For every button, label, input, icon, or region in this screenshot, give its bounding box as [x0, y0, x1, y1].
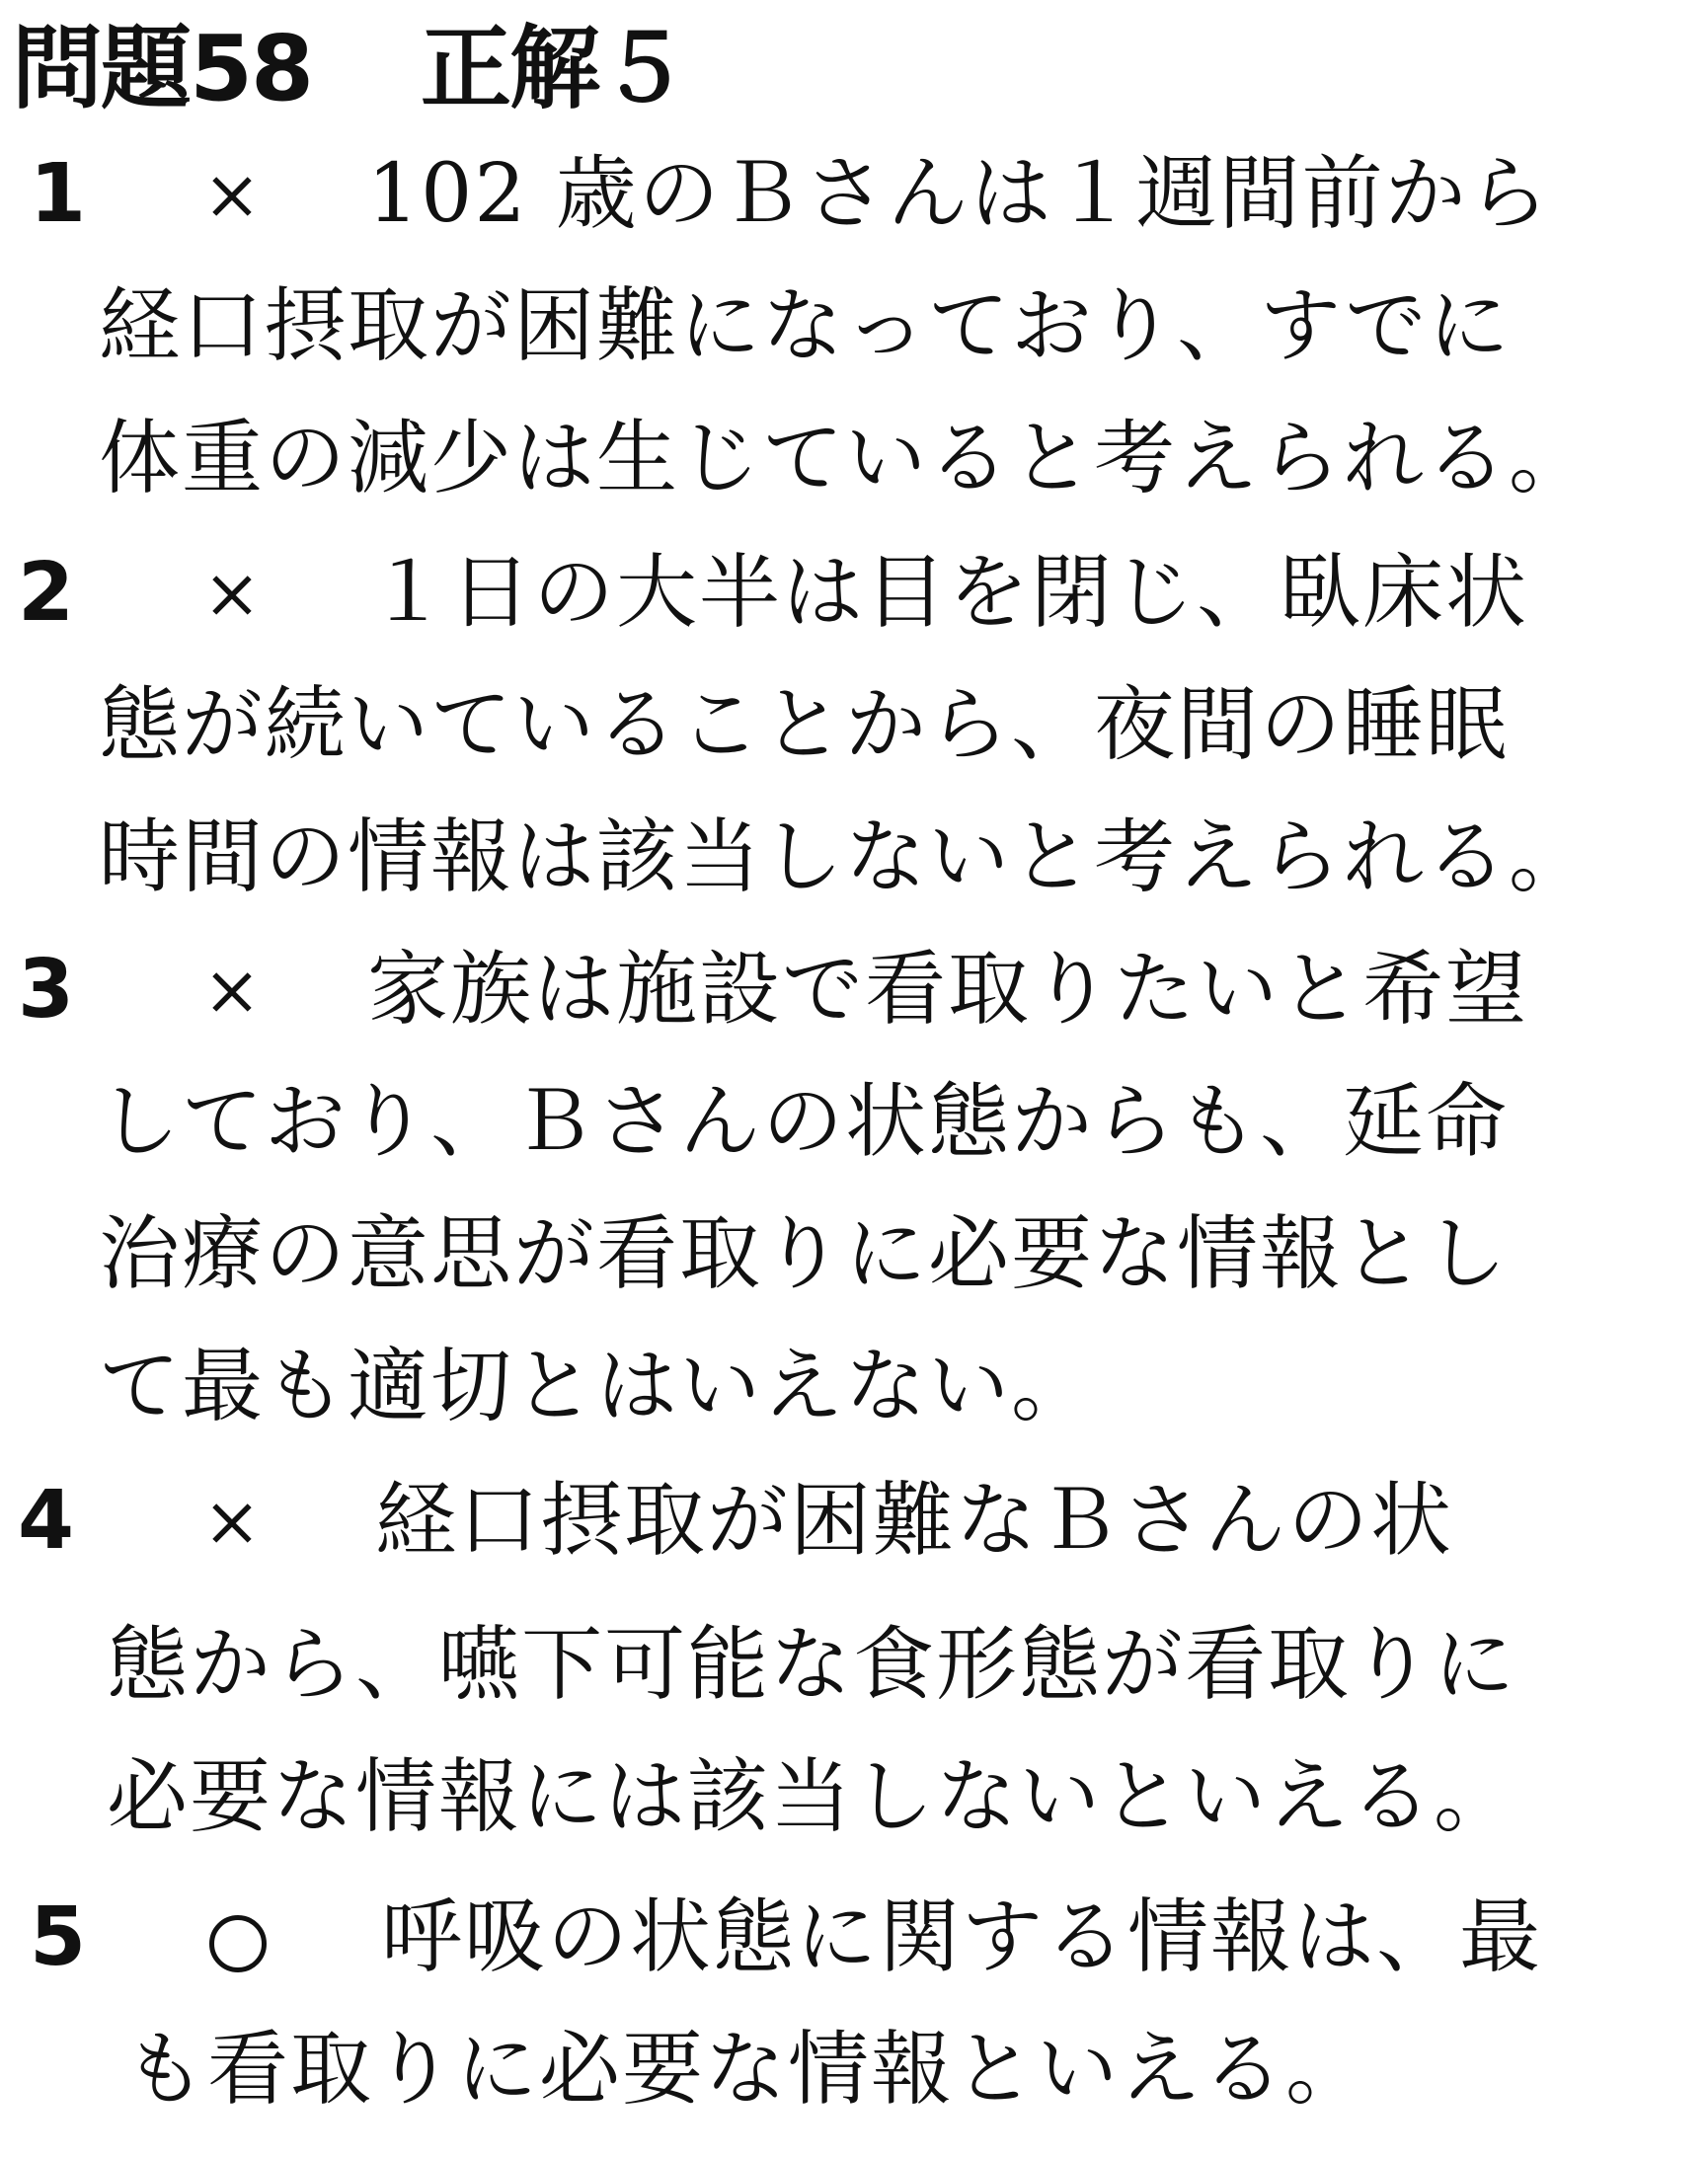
explanation-line: 102 歳のＢさんは１週間前から: [367, 147, 1551, 241]
explanation-line: 家族は施設で看取りたいと希望: [367, 943, 1529, 1037]
incorrect-mark: ×: [202, 950, 262, 1031]
explanation-line: しており、Ｂさんの状態からも、延命: [99, 1075, 1510, 1169]
item-number: 2: [18, 546, 75, 640]
explanation-line: 経口摂取が困難なＢさんの状: [375, 1474, 1454, 1568]
correct-mark: [194, 1872, 282, 2004]
explanation-line: も看取りに必要な情報といえる。: [124, 2023, 1369, 2117]
explanation-line: 治療の意思が看取りに必要な情報とし: [99, 1207, 1510, 1301]
correct-answer: 正解５: [421, 16, 688, 121]
explanation-line: 経口摂取が困難になっており、すでに: [99, 279, 1512, 373]
item-number: 1: [30, 147, 87, 241]
problem-number: 問題58: [12, 16, 313, 121]
incorrect-mark: ×: [202, 154, 262, 235]
circle-icon: [209, 1915, 267, 1972]
explanation-line: 必要な情報には該当しないといえる。: [107, 1750, 1517, 1844]
page-title: [12, 6, 688, 121]
explanation-line: 呼吸の状態に関する情報は、最: [381, 1890, 1543, 1984]
item-number: 3: [18, 943, 75, 1037]
explanation-line: て最も適切とはいえない。: [99, 1340, 1095, 1433]
item-number: 4: [18, 1474, 75, 1568]
incorrect-mark: ×: [202, 553, 262, 634]
explanation-line: 態から、嚥下可能な食形態が看取りに: [107, 1618, 1517, 1712]
explanation-line: 態が続いていることから、夜間の睡眠: [99, 678, 1510, 772]
incorrect-mark: ×: [202, 1481, 262, 1562]
explanation-line: １日の大半は目を閉じ、臥床状: [367, 546, 1529, 640]
explanation-line: 体重の減少は生じていると考えられる。: [99, 412, 1592, 505]
item-number: 5: [30, 1890, 87, 1984]
explanation-line: 時間の情報は該当しないと考えられる。: [99, 810, 1592, 904]
